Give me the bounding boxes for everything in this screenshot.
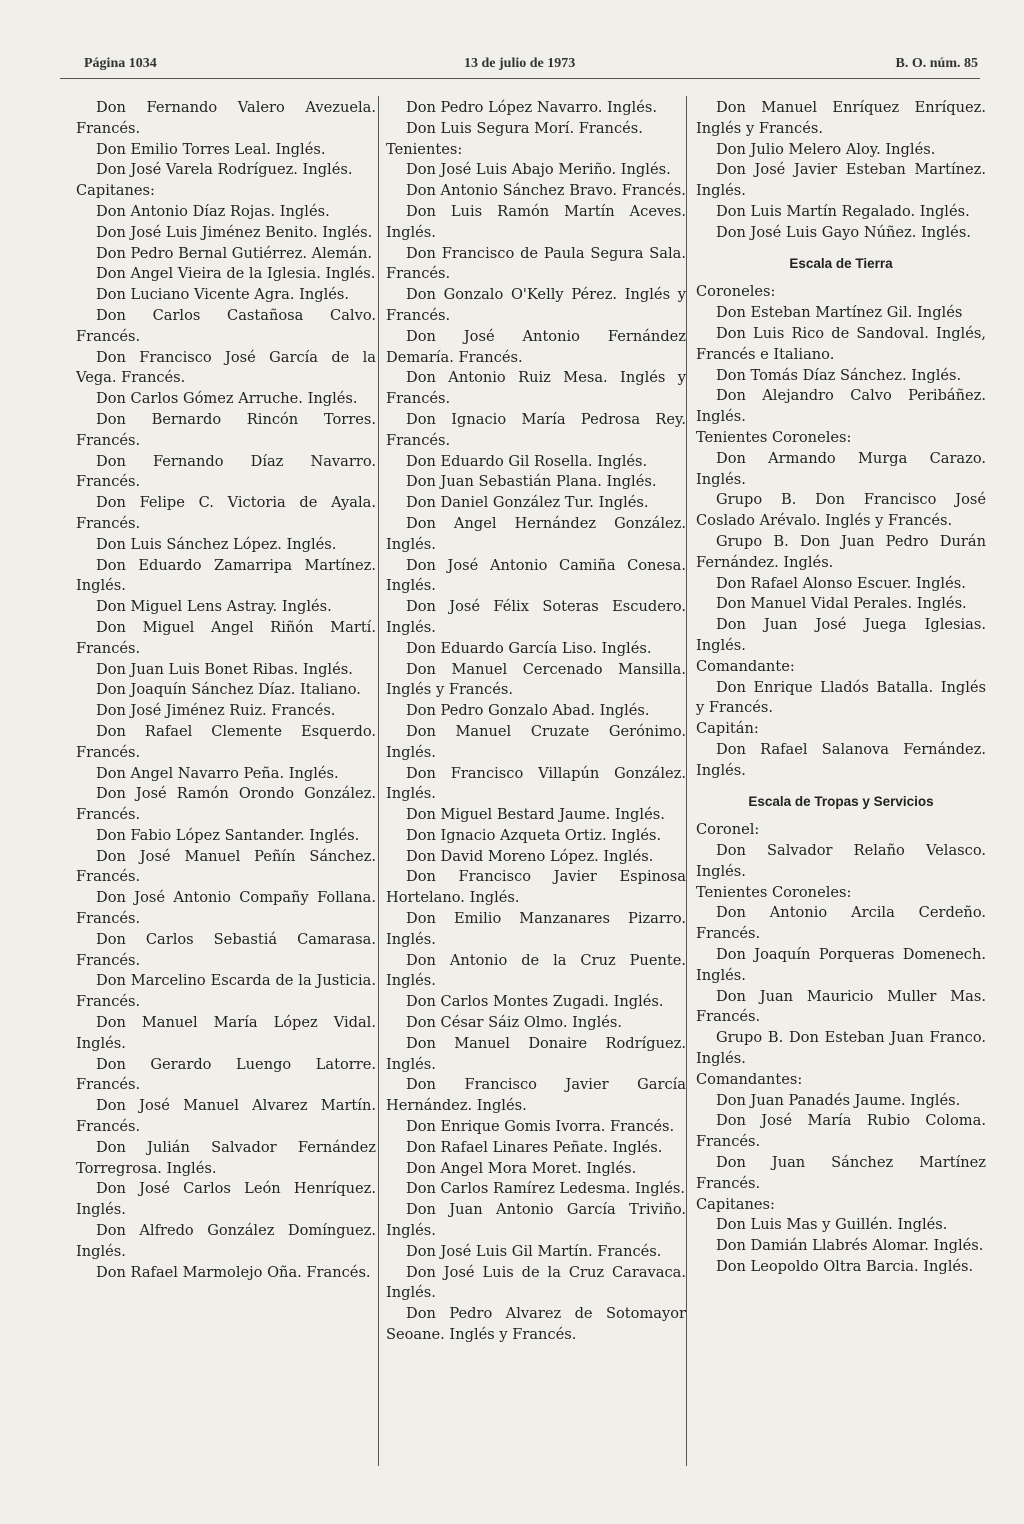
officer-entry: Don Rafael Linares Peñate. Inglés. bbox=[406, 1138, 663, 1156]
column-divider bbox=[378, 96, 379, 1466]
rank-heading: Tenientes: bbox=[386, 140, 463, 158]
officer-entry: Don Manuel Donaire Rodríguez. Inglés. bbox=[386, 1034, 686, 1073]
officer-entry: Don Luis Ramón Martín Aceves. Inglés. bbox=[386, 202, 686, 241]
officer-entry: Grupo B. Don Francisco José Coslado Arévalo. Inglés y Francés. bbox=[696, 491, 986, 530]
officer-entry: Don Manuel María López Vidal. Inglés. bbox=[76, 1014, 376, 1052]
officer-entry: Don Fernando Díaz Navarro. Francés. bbox=[76, 452, 376, 491]
officer-entry: Don Juan Sánchez Martínez Francés. bbox=[696, 1154, 986, 1192]
officer-entry: Don Esteban Martínez Gil. Inglés bbox=[716, 304, 963, 322]
officer-entry: Don Antonio de la Cruz Puente. Inglés. bbox=[386, 951, 686, 990]
officer-entry: Don Juan Sebastián Plana. Inglés. bbox=[406, 473, 657, 491]
officer-entry: Don José Antonio Compañy Follana. Francés. bbox=[76, 889, 376, 928]
officer-entry: Don Eduardo García Liso. Inglés. bbox=[406, 639, 652, 657]
officer-entry: Don Ignacio Azqueta Ortiz. Inglés. bbox=[406, 826, 662, 844]
officer-entry: Don Pedro Bernal Gutiérrez. Alemán. bbox=[96, 244, 373, 262]
officer-entry: Don Carlos Castañosa Calvo. Francés. bbox=[76, 306, 376, 345]
officer-entry: Don Daniel González Tur. Inglés. bbox=[406, 494, 649, 512]
officer-entry: Don Rafael Salanova Fernández. Inglés. bbox=[696, 740, 986, 779]
officer-entry: Don Alejandro Calvo Peribáñez. Inglés. bbox=[696, 387, 986, 426]
officer-entry: Don Leopoldo Oltra Barcia. Inglés. bbox=[716, 1258, 974, 1276]
bulletin-number: B. O. núm. 85 bbox=[895, 56, 978, 71]
officer-entry: Don Joaquín Sánchez Díaz. Italiano. bbox=[96, 681, 361, 699]
officer-entry: Don Eduardo Gil Rosella. Inglés. bbox=[406, 452, 648, 470]
officer-entry: Don Ignacio María Pedrosa Rey. Francés. bbox=[386, 410, 686, 449]
officer-entry: Don Luis Segura Morí. Francés. bbox=[406, 119, 643, 137]
officer-entry: Don Juan Mauricio Muller Mas. Francés. bbox=[696, 987, 986, 1026]
officer-entry: Don Tomás Díaz Sánchez. Inglés. bbox=[716, 366, 962, 384]
page-header bbox=[60, 56, 980, 79]
officer-entry: Don Manuel Cercenado Mansilla. Inglés y Francés. bbox=[386, 660, 686, 699]
officer-entry: Don José Luis Gayo Núñez. Inglés. bbox=[716, 223, 971, 241]
rank-heading: Coronel: bbox=[696, 821, 760, 839]
officer-entry: Don Bernardo Rincón Torres. Francés. bbox=[76, 410, 376, 449]
officer-entry: Don Emilio Torres Leal. Inglés. bbox=[96, 140, 326, 158]
officer-entry: Don Juan Luis Bonet Ribas. Inglés. bbox=[96, 660, 353, 678]
officer-entry: Don José Luis Gil Martín. Francés. bbox=[406, 1242, 662, 1260]
publication-date: 13 de julio de 1973 bbox=[464, 56, 576, 71]
officer-entry: Don Miguel Lens Astray. Inglés. bbox=[96, 598, 332, 616]
officer-entry: Don José Manuel Alvarez Martín. Francés. bbox=[76, 1097, 376, 1136]
officer-entry: Don Pedro Alvarez de Sotomayor Seoane. Inglés y Francés. bbox=[386, 1305, 686, 1344]
officer-entry: Don Francisco José García de la Vega. Francés. bbox=[76, 348, 376, 387]
page-number: Página 1034 bbox=[84, 56, 157, 71]
officer-entry: Don Armando Murga Carazo. Inglés. bbox=[696, 449, 986, 488]
rank-heading: Tenientes Coroneles: bbox=[696, 883, 852, 901]
officer-entry: Don Manuel Enríquez Enríquez. Inglés y Francés. bbox=[696, 99, 986, 137]
officer-entry: Don Joaquín Porqueras Domenech. Inglés. bbox=[696, 946, 986, 984]
rank-heading: Capitanes: bbox=[76, 182, 155, 200]
officer-entry: Don Antonio Díaz Rojas. Inglés. bbox=[96, 202, 330, 220]
officer-entry: Don Fabio López Santander. Inglés. bbox=[96, 826, 360, 844]
rank-heading: Comandante: bbox=[696, 657, 795, 675]
rank-heading: Comandantes: bbox=[696, 1070, 803, 1088]
rank-heading: Capitán: bbox=[696, 720, 759, 738]
officer-entry: Don Juan Antonio García Triviño. Inglés. bbox=[386, 1201, 686, 1240]
officer-entry: Don Eduardo Zamarripa Martínez. Inglés. bbox=[76, 556, 376, 595]
officer-entry: Don Pedro Gonzalo Abad. Inglés. bbox=[406, 702, 650, 720]
officer-entry: Don Luis Rico de Sandoval. Inglés, Francés e Italiano. bbox=[696, 324, 986, 363]
officer-entry: Don José Luis Abajo Meriño. Inglés. bbox=[406, 161, 671, 179]
column-divider bbox=[686, 96, 687, 1466]
officer-entry: Don Carlos Montes Zugadi. Inglés. bbox=[406, 993, 664, 1011]
officer-entry: Don Luciano Vicente Agra. Inglés. bbox=[96, 286, 350, 304]
officer-entry: Don Juan José Juega Iglesias. Inglés. bbox=[696, 616, 986, 654]
officer-entry: Don Marcelino Escarda de la Justicia. Francés. bbox=[76, 972, 376, 1011]
officer-entry: Don Damián Llabrés Alomar. Inglés. bbox=[716, 1237, 984, 1255]
text-column-right bbox=[696, 98, 986, 1278]
text-column-left bbox=[76, 98, 376, 1283]
officer-entry: Don Miguel Bestard Jaume. Inglés. bbox=[406, 806, 665, 824]
text-column-middle bbox=[386, 98, 686, 1346]
officer-entry: Don Salvador Relaño Velasco. Inglés. bbox=[696, 842, 986, 880]
officer-entry: Don Luis Martín Regalado. Inglés. bbox=[716, 202, 970, 220]
rank-heading: Coroneles: bbox=[696, 283, 776, 301]
officer-entry: Don José Javier Esteban Martínez. Inglés. bbox=[696, 161, 986, 200]
officer-entry: Don Francisco Javier García Hernández. Inglés. bbox=[386, 1076, 686, 1115]
officer-entry: Don Angel Navarro Peña. Inglés. bbox=[96, 764, 339, 782]
rank-heading: Tenientes Coroneles: bbox=[696, 428, 852, 446]
officer-entry: Don Angel Vieira de la Iglesia. Inglés. bbox=[96, 265, 376, 283]
officer-entry: Don José Jiménez Ruiz. Francés. bbox=[96, 702, 336, 720]
officer-entry: Don David Moreno López. Inglés. bbox=[406, 847, 654, 865]
officer-entry: Don César Sáiz Olmo. Inglés. bbox=[406, 1014, 623, 1032]
officer-entry: Don Antonio Sánchez Bravo. Francés. bbox=[406, 182, 686, 200]
officer-entry: Don Luis Sánchez López. Inglés. bbox=[96, 535, 337, 553]
officer-entry: Don Carlos Sebastiá Camarasa. Francés. bbox=[76, 930, 376, 969]
officer-entry: Don Gonzalo O'Kelly Pérez. Inglés y Francés. bbox=[386, 286, 686, 324]
officer-entry: Don Pedro López Navarro. Inglés. bbox=[406, 99, 657, 116]
officer-entry: Don Alfredo González Domínguez. Inglés. bbox=[76, 1222, 376, 1260]
officer-entry: Don Manuel Vidal Perales. Inglés. bbox=[716, 595, 967, 613]
officer-entry: Don Julio Melero Aloy. Inglés. bbox=[716, 140, 936, 158]
officer-entry: Don Carlos Gómez Arruche. Inglés. bbox=[96, 390, 358, 408]
officer-entry: Don José María Rubio Coloma. Francés. bbox=[696, 1112, 986, 1151]
officer-entry: Don Francisco Villapún González. Inglés. bbox=[386, 764, 686, 803]
section-title: Escala de Tierra bbox=[789, 255, 893, 271]
officer-entry: Don José Antonio Fernández Demaría. Francés. bbox=[386, 327, 686, 366]
officer-entry: Don Rafael Alonso Escuer. Inglés. bbox=[716, 574, 966, 592]
officer-entry: Don José Varela Rodríguez. Inglés. bbox=[96, 161, 353, 179]
officer-entry: Don Enrique Lladós Batalla. Inglés y Francés. bbox=[696, 678, 986, 717]
officer-entry: Don José Manuel Peñín Sánchez. Francés. bbox=[76, 847, 376, 886]
officer-entry: Don Julián Salvador Fernández Torregrosa. Inglés. bbox=[76, 1138, 376, 1177]
officer-entry: Don Antonio Ruiz Mesa. Inglés y Francés. bbox=[386, 369, 686, 408]
officer-entry: Grupo B. Don Esteban Juan Franco. Inglés. bbox=[696, 1029, 986, 1068]
officer-entry: Don Francisco de Paula Segura Sala. Francés. bbox=[386, 244, 686, 283]
officer-entry: Don Miguel Angel Riñón Martí. Francés. bbox=[76, 618, 376, 657]
officer-entry: Don Juan Panadés Jaume. Inglés. bbox=[716, 1091, 961, 1109]
officer-entry: Don José Luis de la Cruz Caravaca. Inglés. bbox=[386, 1263, 686, 1302]
officer-entry: Don Antonio Arcila Cerdeño. Francés. bbox=[696, 904, 986, 943]
officer-entry: Grupo B. Don Juan Pedro Durán Fernández. Inglés. bbox=[696, 532, 986, 571]
officer-entry: Don Angel Mora Moret. Inglés. bbox=[406, 1159, 637, 1177]
officer-entry: Don Emilio Manzanares Pizarro. Inglés. bbox=[386, 910, 686, 948]
officer-entry: Don Manuel Cruzate Gerónimo. Inglés. bbox=[386, 722, 686, 761]
officer-entry: Don Carlos Ramírez Ledesma. Inglés. bbox=[406, 1180, 685, 1198]
officer-entry: Don José Ramón Orondo González. Francés. bbox=[76, 785, 376, 824]
officer-entry: Don Angel Hernández González. Inglés. bbox=[386, 514, 686, 553]
officer-entry: Don Rafael Clemente Esquerdo. Francés. bbox=[76, 722, 376, 761]
officer-entry: Don José Carlos León Henríquez. Inglés. bbox=[76, 1180, 376, 1219]
officer-entry: Don Francisco Javier Espinosa Hortelano. Inglés. bbox=[386, 868, 686, 907]
officer-entry: Don José Antonio Camiña Conesa. Inglés. bbox=[386, 556, 686, 595]
officer-entry: Don Luis Mas y Guillén. Inglés. bbox=[716, 1216, 948, 1234]
officer-entry: Don Felipe C. Victoria de Ayala. Francés. bbox=[76, 494, 376, 532]
officer-entry: Don Fernando Valero Avezuela. Francés. bbox=[76, 99, 376, 137]
officer-entry: Don Enrique Gomis Ivorra. Francés. bbox=[406, 1118, 675, 1136]
officer-entry: Don José Luis Jiménez Benito. Inglés. bbox=[96, 223, 373, 241]
section-title: Escala de Tropas y Servicios bbox=[748, 793, 934, 809]
officer-entry: Don Gerardo Luengo Latorre. Francés. bbox=[76, 1055, 376, 1094]
officer-entry: Don José Félix Soteras Escudero. Inglés. bbox=[386, 598, 686, 636]
rank-heading: Capitanes: bbox=[696, 1195, 775, 1213]
officer-entry: Don Rafael Marmolejo Oña. Francés. bbox=[96, 1263, 371, 1281]
